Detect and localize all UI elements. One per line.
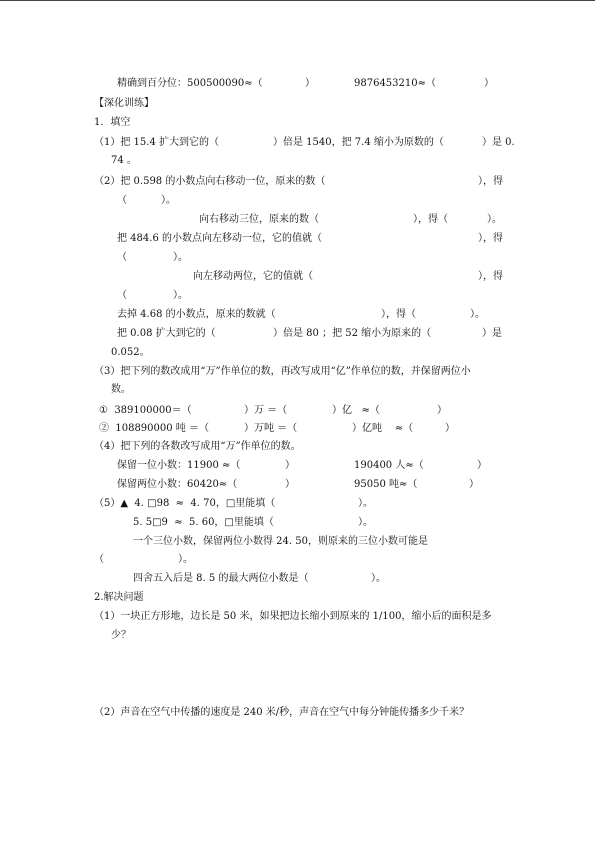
q2-d-3: （ — [117, 290, 127, 301]
q3-row2-a: ② 108890000 吨 ＝（ — [99, 423, 209, 434]
q5-c-1: 一个三位小数，保留两位小数得 24. 50，则原来的三位小数可能是 — [133, 536, 428, 547]
q2-b-1: 向右移动三位，原来的数（ — [199, 214, 319, 225]
q4-row2-c: 95050 吨≈（ — [354, 479, 418, 490]
q4-intro: （4）把下列的各数改写成用“万”作单位的数。 — [94, 441, 301, 452]
q4-row1-d: ） — [477, 460, 487, 471]
p2q1-line-2: 少？ — [111, 630, 131, 641]
q4-row1-c: 190400 人≈（ — [354, 460, 424, 471]
part2-title: 2.解决问题 — [94, 592, 144, 603]
q2-e-2: ），得（ — [381, 309, 416, 320]
q2-f-1: 把 0.08 扩大到它的（ — [117, 328, 216, 339]
q1-text-2: ）倍是 1540，把 7.4 缩小为原数的（ — [273, 137, 444, 148]
rounding-line-b-close: ） — [484, 78, 494, 89]
q1-text-4: 74 。 — [111, 155, 137, 166]
q2-c-3: （ — [117, 252, 127, 263]
q2-f-4: 0.052。 — [111, 347, 150, 358]
q4-row1-b: ） — [285, 460, 295, 471]
q5-a-1: （5）▲ 4. □98 ≈ 4. 70，□里能填（ — [94, 498, 276, 509]
rounding-line-a-close: ） — [305, 78, 315, 89]
q4-row1-a: 保留一位小数：11900 ≈（ — [117, 460, 241, 471]
q2-a-1: （2）把 0.598 的小数点向右移动一位，原来的数（ — [94, 176, 326, 187]
q3-row1-b: ）万 ＝（ — [244, 405, 288, 416]
q5-a-2: ）。 — [358, 498, 373, 509]
q2-c-4: ）。 — [173, 252, 188, 263]
section-title: 【深化训练】 — [94, 98, 154, 109]
q2-a-3: （ — [117, 195, 127, 206]
q2-b-3: ）。 — [487, 214, 502, 225]
q2-d-2: ），得 — [478, 271, 503, 282]
q2-e-3: ）。 — [470, 309, 485, 320]
rounding-line-b: 9876453210≈（ — [354, 78, 437, 89]
q4-row2-a: 保留两位小数：60420≈（ — [117, 479, 238, 490]
q1-text-3: ）是 0. — [482, 137, 515, 148]
part1-title: 1．填空 — [94, 117, 131, 128]
q2-e-1: 去掉 4.68 的小数点，原来的数就（ — [117, 309, 276, 320]
q3-row1-d: ） — [437, 405, 447, 416]
q3-row2-c: ）亿吨 ≈（ — [352, 423, 414, 434]
q3-row2-b: ）万吨 ＝（ — [244, 423, 298, 434]
q3-row1-c: ）亿 ≈（ — [332, 405, 380, 416]
rounding-line-a: 精确到百分位：500500090≈（ — [117, 78, 263, 89]
q4-row2-d: ） — [469, 479, 479, 490]
q2-a-2: ），得 — [478, 176, 503, 187]
q5-c-2: （ — [94, 554, 104, 565]
q3-row1-a: ① 389100000＝（ — [99, 405, 192, 416]
q5-b-2: ）。 — [358, 517, 373, 528]
q4-row2-b: ） — [285, 479, 295, 490]
q2-f-2: ）倍是 80 ；把 52 缩小为原来的（ — [273, 328, 432, 339]
q2-a-4: ）。 — [161, 195, 176, 206]
p2q1-line-1: （1）一块正方形地，边长是 50 米，如果把边长缩小到原来的 1/100，缩小后的面积是多 — [94, 611, 492, 622]
q5-c-3: ）。 — [178, 554, 193, 565]
q2-c-2: ），得 — [478, 233, 503, 244]
q2-c-1: 把 484.6 的小数点向左移动一位，它的值就（ — [117, 233, 322, 244]
q5-d-1: 四舍五入后是 8. 5 的最大两位小数是（ — [133, 573, 309, 584]
q5-b-1: 5. 5□9 ≈ 5. 60，□里能填（ — [133, 517, 274, 528]
q2-b-2: ），得（ — [413, 214, 448, 225]
q5-d-2: ）。 — [371, 573, 386, 584]
page-top-border — [0, 0, 595, 1]
q2-d-1: 向左移动两位，它的值就（ — [193, 271, 313, 282]
q3-intro-2: 数。 — [111, 384, 131, 395]
q1-text-1: （1）把 15.4 扩大到它的（ — [94, 137, 219, 148]
p2q2-text: （2）声音在空气中传播的速度是 240 米/秒，声音在空气中每分钟能传播多少千米？ — [94, 707, 470, 718]
q2-f-3: ）是 — [482, 328, 502, 339]
q3-intro-1: （3）把下列的数改成用“万”作单位的数，再改写成用“亿”作单位的数，并保留两位小 — [94, 366, 471, 377]
q3-row2-d: ） — [445, 423, 455, 434]
q2-d-4: ）。 — [173, 290, 188, 301]
